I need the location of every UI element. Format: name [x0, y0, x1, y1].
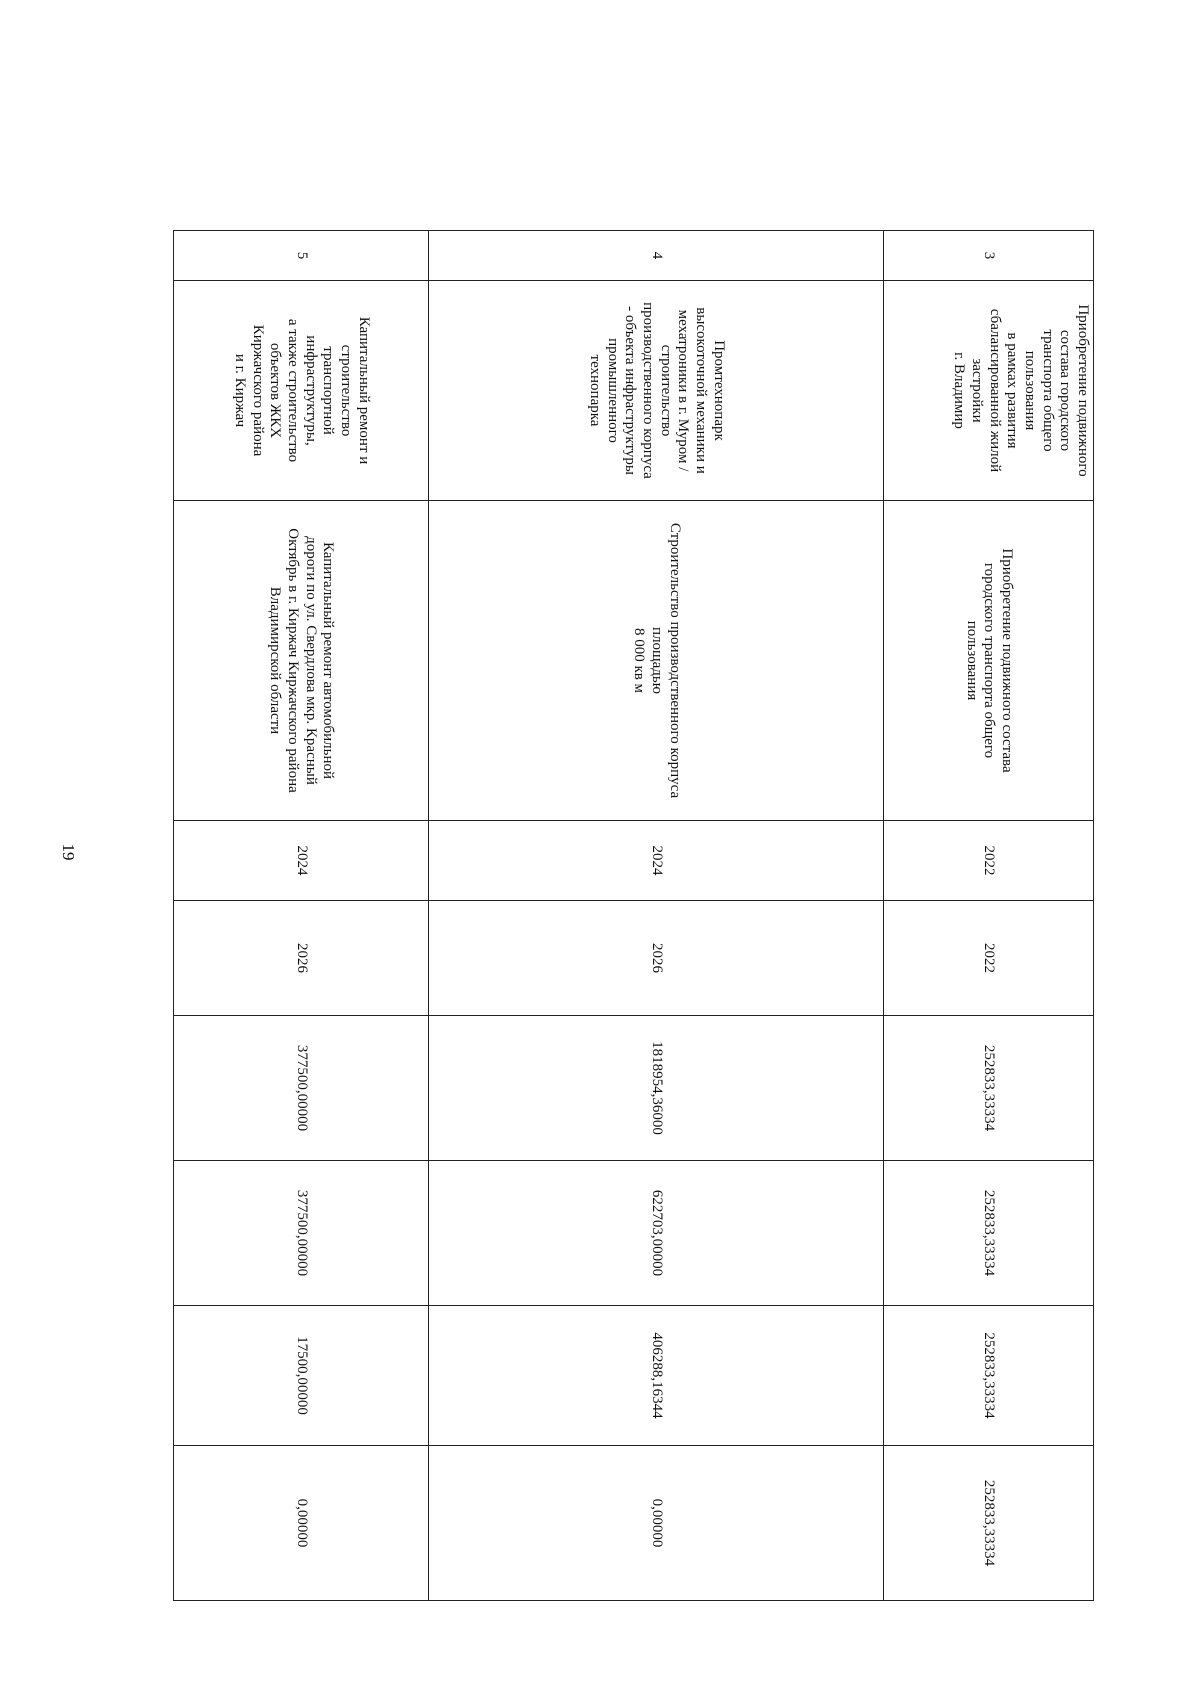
object-description: Строительство производственного корпуса площадью 8 000 кв м — [429, 501, 884, 821]
row-number: 3 — [884, 231, 1094, 281]
object-description: Капитальный ремонт автомобильной дороги по ул. Свердлова мкр. Красный Октябрь в г. Киржач Киржачского района Владимирской области — [174, 501, 429, 821]
end-year: 2026 — [429, 901, 884, 1016]
value-cell: 252833,33334 — [884, 1306, 1094, 1446]
start-year: 2024 — [174, 821, 429, 901]
rotated-table-wrapper — [174, 230, 1094, 1600]
program-name: Капитальный ремонт и строительство транспортной инфраструктуры, а также строительство объектов ЖКХ Киржачского района и г. Киржач — [174, 281, 429, 501]
value-cell: 252833,33334 — [884, 1161, 1094, 1306]
value-cell: 406288,16344 — [429, 1306, 884, 1446]
value-cell: 622703,00000 — [429, 1161, 884, 1306]
table-row — [429, 231, 884, 1601]
start-year: 2022 — [884, 821, 1094, 901]
object-description: Приобретение подвижного состава городского транспорта общего пользования — [884, 501, 1094, 821]
value-cell: 377500,00000 — [174, 1161, 429, 1306]
value-cell: 377500,00000 — [174, 1016, 429, 1161]
page-number: 19 — [59, 843, 78, 861]
end-year: 2022 — [884, 901, 1094, 1016]
start-year: 2024 — [429, 821, 884, 901]
value-cell: 252833,33334 — [884, 1016, 1094, 1161]
value-cell: 17500,00000 — [174, 1306, 429, 1446]
row-number: 5 — [174, 231, 429, 281]
table-row — [884, 231, 1094, 1601]
value-cell: 252833,33334 — [884, 1446, 1094, 1601]
program-name: Приобретение подвижного состава городского транспорта общего пользования в рамках развития сбалансированной жилой застройки г. Владимир — [884, 281, 1094, 501]
program-name: Промтехнопарк высокоточной механики и мехатроники в г. Муром / строительство производственного корпуса - объекта инфраструктуры промышленного технопарка — [429, 281, 884, 501]
end-year: 2026 — [174, 901, 429, 1016]
row-number: 4 — [429, 231, 884, 281]
financing-table — [173, 230, 1094, 1601]
table-row — [174, 231, 429, 1601]
value-cell: 0,00000 — [174, 1446, 429, 1601]
value-cell: 0,00000 — [429, 1446, 884, 1601]
value-cell: 1818954,36000 — [429, 1016, 884, 1161]
